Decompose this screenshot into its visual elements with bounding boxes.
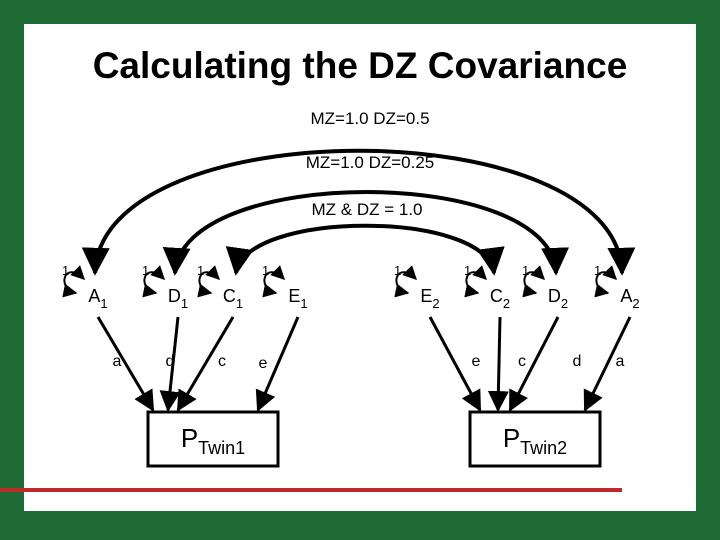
path-arrow-A1 xyxy=(98,317,153,410)
c-covariance-arc xyxy=(236,226,494,273)
latent-E2: $E_2$ xyxy=(420,286,440,311)
variance-label-D1: 1 xyxy=(142,263,150,278)
phenotype-label-P1: $P_{Twin1}$ xyxy=(180,423,246,458)
variance-label-E1: 1 xyxy=(262,263,270,278)
variance-label-C2: 1 xyxy=(464,263,472,278)
path-arrow-C2 xyxy=(498,317,500,410)
d-arc-label: MZ=1.0 DZ=0.25 xyxy=(305,153,435,172)
phenotype-label-P2: $P_{Twin2}$ xyxy=(502,423,568,458)
path-label-E1: e xyxy=(258,355,268,372)
variance-label-A1: 1 xyxy=(62,263,70,278)
page-title: Calculating the DZ Covariance xyxy=(92,45,628,86)
latent-E1: $E_1$ xyxy=(288,286,308,311)
latent-A1: $A_1$ xyxy=(88,286,108,311)
path-label-D2: d xyxy=(572,353,582,370)
latent-D1: $D_1$ xyxy=(167,286,189,311)
variance-label-D2: 1 xyxy=(522,263,530,278)
variance-label-C1: 1 xyxy=(197,263,205,278)
c-arc-label: MZ & DZ = 1.0 xyxy=(311,200,423,219)
path-label-A2: a xyxy=(615,353,625,370)
path-label-C2: c xyxy=(518,353,526,370)
latent-C2: $C_2$ xyxy=(489,286,511,311)
path-label-C1: c xyxy=(218,353,226,370)
path-label-E2: e xyxy=(471,353,481,370)
latent-D2: $D_2$ xyxy=(547,286,569,311)
path-label-D1: d xyxy=(165,353,175,370)
variance-label-E2: 1 xyxy=(394,263,402,278)
variance-label-A2: 1 xyxy=(594,263,602,278)
latent-A2: $A_2$ xyxy=(620,286,640,311)
path-label-A1: a xyxy=(112,353,122,370)
a-arc-label: MZ=1.0 DZ=0.5 xyxy=(310,109,430,128)
latent-C1: $C_1$ xyxy=(222,286,244,311)
